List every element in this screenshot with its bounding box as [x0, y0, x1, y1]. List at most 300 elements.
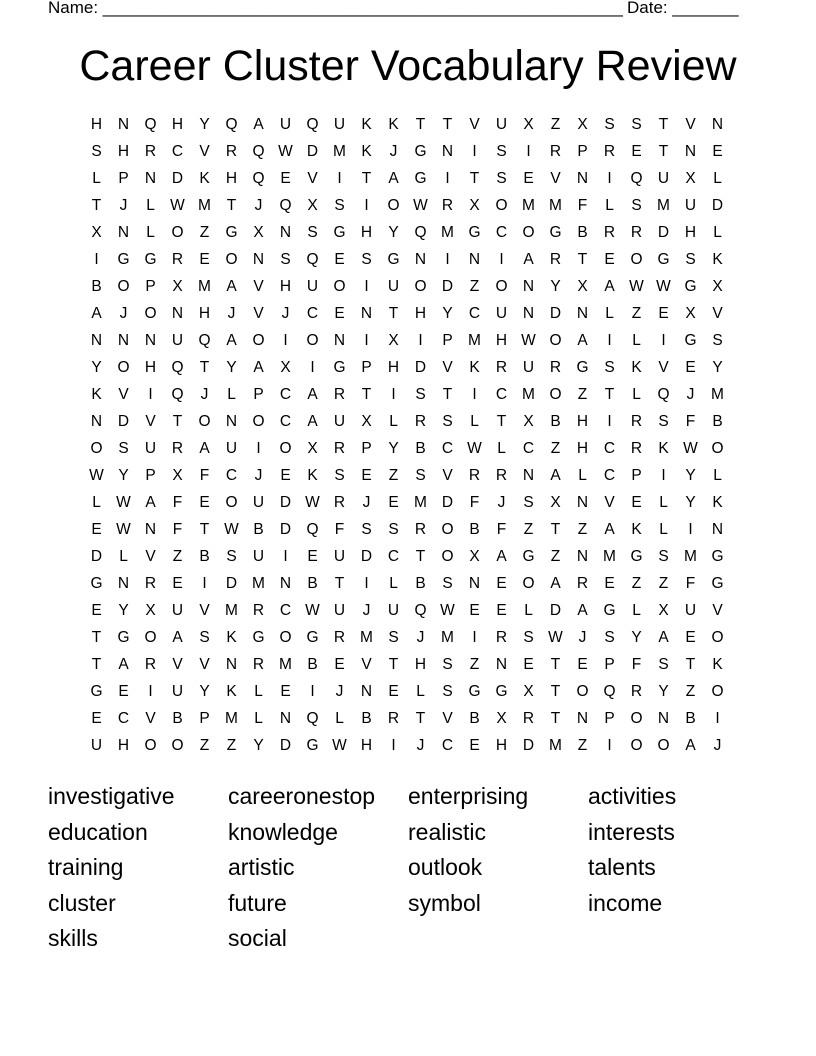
grid-row [83, 678, 731, 705]
grid-letter: E [388, 683, 399, 700]
grid-letter: R [549, 251, 562, 268]
grid-letter: Y [199, 116, 210, 133]
grid-letter: V [604, 494, 615, 511]
grid-letter: E [469, 737, 480, 754]
grid-letter: F [496, 521, 507, 538]
grid-row [83, 516, 731, 543]
grid-letter: V [145, 548, 156, 565]
grid-letter: T [415, 116, 426, 133]
grid-letter: P [145, 278, 156, 295]
grid-letter: G [414, 143, 427, 160]
grid-letter: W [413, 197, 428, 214]
grid-letter: U [333, 413, 346, 430]
grid-letter: I [607, 737, 612, 754]
grid-letter: V [442, 710, 453, 727]
name-field-label: Name: _______________________________________________________ [48, 0, 623, 17]
grid-letter: I [94, 251, 99, 268]
grid-letter: Y [226, 359, 237, 376]
grid-letter: Q [279, 197, 292, 214]
grid-letter: H [360, 737, 373, 754]
grid-letter: Z [199, 224, 210, 241]
grid-letter: X [658, 602, 669, 619]
grid-letter: L [632, 386, 641, 403]
grid-letter: S [631, 116, 642, 133]
grid-letter: J [281, 305, 290, 322]
grid-letter: Z [469, 656, 480, 673]
grid-letter: K [388, 116, 399, 133]
grid-letter: Y [199, 683, 210, 700]
grid-letter: J [686, 386, 695, 403]
grid-letter: T [550, 521, 561, 538]
grid-letter: I [472, 143, 477, 160]
grid-letter: D [441, 494, 454, 511]
grid-letter: J [362, 494, 371, 511]
grid-row [83, 462, 731, 489]
grid-letter: W [170, 197, 185, 214]
grid-letter: R [549, 359, 562, 376]
grid-letter: S [712, 332, 723, 349]
grid-letter: L [605, 197, 614, 214]
grid-letter: H [414, 305, 427, 322]
grid-letter: A [550, 467, 561, 484]
grid-letter: N [117, 575, 130, 592]
word-list-item: talents [588, 854, 656, 880]
grid-letter: T [91, 656, 102, 673]
grid-letter: H [144, 359, 157, 376]
grid-row [83, 489, 731, 516]
grid-letter: R [603, 143, 616, 160]
grid-letter: L [659, 494, 668, 511]
grid-letter: V [685, 116, 696, 133]
grid-letter: S [658, 548, 669, 565]
grid-letter: Q [306, 710, 319, 727]
grid-letter: Q [306, 251, 319, 268]
grid-letter: L [605, 305, 614, 322]
grid-letter: W [332, 737, 347, 754]
grid-letter: W [278, 143, 293, 160]
grid-letter: X [577, 278, 588, 295]
grid-letter: Z [631, 575, 642, 592]
grid-letter: M [522, 386, 535, 403]
grid-letter: U [306, 278, 319, 295]
grid-letter: R [171, 440, 184, 457]
grid-letter: L [659, 521, 668, 538]
grid-letter: T [550, 683, 561, 700]
grid-letter: I [310, 359, 315, 376]
grid-letter: S [334, 467, 345, 484]
grid-letter: X [145, 602, 156, 619]
grid-letter: A [604, 278, 615, 295]
grid-letter: O [495, 278, 508, 295]
grid-letter: N [684, 143, 697, 160]
grid-letter: H [414, 656, 427, 673]
grid-letter: E [91, 521, 102, 538]
grid-letter: F [631, 656, 642, 673]
grid-letter: Q [603, 683, 616, 700]
grid-letter: T [388, 656, 399, 673]
grid-letter: S [442, 413, 453, 430]
grid-letter: I [418, 332, 423, 349]
grid-letter: V [199, 656, 210, 673]
grid-letter: O [522, 224, 535, 241]
grid-letter: A [118, 656, 129, 673]
grid-letter: F [577, 197, 588, 214]
grid-letter: S [658, 413, 669, 430]
grid-letter: G [603, 602, 616, 619]
grid-letter: L [713, 467, 722, 484]
grid-letter: R [414, 413, 427, 430]
grid-letter: D [522, 737, 535, 754]
grid-letter: Z [199, 737, 210, 754]
grid-letter: E [280, 170, 291, 187]
grid-letter: M [684, 548, 697, 565]
grid-letter: U [387, 278, 400, 295]
grid-letter: G [468, 224, 481, 241]
word-list-item: training [48, 854, 124, 880]
grid-letter: G [333, 224, 346, 241]
grid-letter: Q [171, 359, 184, 376]
grid-letter: L [632, 602, 641, 619]
grid-letter: L [578, 467, 587, 484]
grid-letter: A [550, 575, 561, 592]
grid-letter: O [90, 440, 103, 457]
grid-letter: T [550, 710, 561, 727]
grid-letter: T [172, 413, 183, 430]
grid-row [83, 327, 731, 354]
grid-letter: R [522, 710, 535, 727]
grid-letter: G [306, 629, 319, 646]
grid-letter: T [550, 656, 561, 673]
grid-letter: U [171, 602, 184, 619]
grid-letter: X [712, 278, 723, 295]
grid-letter: D [279, 737, 292, 754]
grid-letter: M [441, 224, 454, 241]
grid-letter: O [549, 332, 562, 349]
grid-row [83, 111, 731, 138]
grid-letter: H [495, 332, 508, 349]
grid-letter: R [603, 224, 616, 241]
grid-letter: G [576, 359, 589, 376]
grid-letter: T [604, 386, 615, 403]
grid-letter: H [576, 413, 589, 430]
grid-letter: G [117, 251, 130, 268]
grid-letter: L [632, 332, 641, 349]
grid-letter: R [576, 575, 589, 592]
grid-letter: T [442, 116, 453, 133]
grid-row [83, 354, 731, 381]
grid-letter: Z [550, 440, 561, 457]
grid-letter: U [225, 440, 238, 457]
grid-letter: K [226, 629, 237, 646]
grid-letter: N [252, 251, 265, 268]
grid-letter: P [442, 332, 453, 349]
grid-letter: E [469, 602, 480, 619]
grid-letter: R [630, 683, 643, 700]
grid-letter: O [549, 386, 562, 403]
grid-letter: X [685, 305, 696, 322]
grid-letter: Q [198, 332, 211, 349]
word-list-item: careeronestop [228, 783, 376, 809]
grid-letter: U [252, 548, 265, 565]
grid-letter: E [118, 683, 129, 700]
grid-letter: I [364, 332, 369, 349]
grid-letter: B [415, 440, 426, 457]
grid-letter: W [683, 440, 698, 457]
grid-letter: T [199, 359, 210, 376]
grid-letter: W [521, 332, 536, 349]
grid-letter: A [253, 359, 264, 376]
grid-letter: Z [226, 737, 237, 754]
grid-letter: V [550, 170, 561, 187]
grid-letter: O [144, 305, 157, 322]
grid-letter: V [469, 116, 480, 133]
grid-letter: U [684, 602, 697, 619]
grid-letter: L [119, 548, 128, 565]
grid-letter: G [630, 548, 643, 565]
grid-letter: D [360, 548, 373, 565]
grid-letter: I [688, 521, 693, 538]
grid-letter: I [715, 710, 720, 727]
grid-letter: E [577, 656, 588, 673]
grid-letter: X [577, 116, 588, 133]
grid-letter: A [388, 170, 399, 187]
grid-letter: M [522, 197, 535, 214]
grid-letter: X [253, 224, 264, 241]
grid-letter: L [227, 386, 236, 403]
grid-letter: Y [91, 359, 102, 376]
grid-letter: R [333, 386, 346, 403]
grid-letter: Q [144, 116, 157, 133]
grid-letter: E [523, 170, 534, 187]
grid-letter: D [711, 197, 724, 214]
grid-letter: J [416, 737, 425, 754]
grid-row [83, 624, 731, 651]
grid-letter: D [279, 521, 292, 538]
worksheet-title: Career Cluster Vocabulary Review [79, 42, 737, 90]
word-list-item: investigative [48, 783, 175, 809]
grid-letter: T [442, 386, 453, 403]
grid-letter: S [334, 197, 345, 214]
grid-letter: E [658, 305, 669, 322]
grid-letter: B [550, 413, 561, 430]
grid-letter: S [658, 656, 669, 673]
grid-letter: R [144, 656, 157, 673]
grid-letter: R [495, 359, 508, 376]
grid-letter: O [711, 440, 724, 457]
grid-letter: L [524, 602, 533, 619]
grid-letter: R [441, 197, 454, 214]
grid-letter: G [414, 170, 427, 187]
grid-letter: L [335, 710, 344, 727]
grid-letter: I [607, 170, 612, 187]
grid-letter: R [630, 413, 643, 430]
grid-letter: D [225, 575, 238, 592]
grid-letter: P [361, 440, 372, 457]
grid-letter: U [657, 170, 670, 187]
grid-letter: F [172, 494, 183, 511]
grid-letter: V [307, 170, 318, 187]
grid-letter: U [495, 116, 508, 133]
grid-letter: O [117, 359, 130, 376]
grid-letter: Y [442, 305, 453, 322]
word-list-item: social [228, 925, 287, 951]
grid-letter: J [578, 629, 587, 646]
grid-letter: J [119, 197, 128, 214]
grid-letter: S [496, 170, 507, 187]
grid-letter: X [307, 197, 318, 214]
grid-letter: U [144, 440, 157, 457]
grid-letter: C [279, 386, 292, 403]
grid-letter: J [227, 305, 236, 322]
grid-letter: S [442, 656, 453, 673]
grid-letter: H [225, 170, 238, 187]
grid-row [83, 543, 731, 570]
grid-letter: P [145, 467, 156, 484]
grid-letter: N [711, 116, 724, 133]
grid-letter: K [199, 170, 210, 187]
grid-letter: S [226, 548, 237, 565]
grid-letter: T [685, 656, 696, 673]
grid-letter: N [144, 521, 157, 538]
grid-letter: E [334, 305, 345, 322]
grid-row [83, 570, 731, 597]
grid-letter: S [361, 521, 372, 538]
grid-letter: R [495, 467, 508, 484]
grid-letter: C [603, 440, 616, 457]
grid-letter: N [279, 710, 292, 727]
grid-letter: Y [550, 278, 561, 295]
grid-letter: N [495, 656, 508, 673]
grid-letter: N [333, 332, 346, 349]
grid-letter: G [90, 575, 103, 592]
grid-letter: N [279, 575, 292, 592]
grid-letter: Q [306, 521, 319, 538]
grid-letter: T [388, 305, 399, 322]
grid-letter: I [391, 386, 396, 403]
grid-letter: F [334, 521, 345, 538]
grid-letter: K [712, 494, 723, 511]
grid-letter: X [280, 359, 291, 376]
grid-row [83, 300, 731, 327]
grid-letter: Y [388, 440, 399, 457]
grid-letter: B [91, 278, 102, 295]
grid-letter: N [576, 170, 589, 187]
grid-letter: N [522, 305, 535, 322]
grid-letter: O [333, 278, 346, 295]
word-list-item: cluster [48, 889, 116, 916]
grid-letter: P [631, 467, 642, 484]
grid-letter: J [713, 737, 722, 754]
grid-letter: V [253, 278, 264, 295]
grid-letter: R [333, 494, 346, 511]
grid-letter: B [307, 575, 318, 592]
grid-letter: E [91, 710, 102, 727]
grid-letter: E [334, 251, 345, 268]
grid-letter: O [630, 710, 643, 727]
grid-letter: I [283, 548, 288, 565]
grid-letter: L [416, 683, 425, 700]
word-list [48, 780, 768, 958]
grid-letter: A [253, 116, 264, 133]
grid-letter: R [144, 575, 157, 592]
grid-letter: P [604, 656, 615, 673]
grid-letter: T [334, 575, 345, 592]
grid-letter: N [90, 332, 103, 349]
grid-letter: L [389, 413, 398, 430]
grid-letter: C [495, 386, 508, 403]
grid-letter: V [118, 386, 129, 403]
grid-row [83, 732, 731, 759]
grid-letter: R [333, 629, 346, 646]
grid-letter: S [604, 359, 615, 376]
grid-letter: E [604, 575, 615, 592]
grid-letter: M [333, 143, 346, 160]
grid-letter: F [172, 521, 183, 538]
grid-letter: J [119, 305, 128, 322]
grid-letter: E [496, 602, 507, 619]
grid-letter: G [117, 629, 130, 646]
grid-letter: S [442, 575, 453, 592]
grid-letter: S [415, 386, 426, 403]
grid-letter: R [630, 224, 643, 241]
word-list-item: artistic [228, 854, 295, 880]
grid-letter: L [713, 224, 722, 241]
grid-letter: T [577, 251, 588, 268]
grid-letter: E [604, 251, 615, 268]
grid-row [83, 651, 731, 678]
grid-letter: V [172, 656, 183, 673]
grid-letter: Q [225, 116, 238, 133]
grid-letter: K [658, 440, 669, 457]
grid-letter: G [252, 629, 265, 646]
grid-letter: G [684, 332, 697, 349]
grid-letter: G [711, 575, 724, 592]
grid-letter: C [306, 305, 319, 322]
grid-letter: X [388, 332, 399, 349]
grid-letter: N [360, 683, 373, 700]
grid-letter: H [684, 224, 697, 241]
grid-letter: O [630, 737, 643, 754]
grid-letter: Y [253, 737, 264, 754]
grid-letter: N [441, 143, 454, 160]
grid-letter: N [225, 413, 238, 430]
grid-letter: C [603, 467, 616, 484]
grid-letter: K [307, 467, 318, 484]
grid-letter: R [387, 710, 400, 727]
grid-letter: O [441, 521, 454, 538]
grid-letter: S [685, 251, 696, 268]
grid-letter: R [333, 440, 346, 457]
grid-letter: A [658, 629, 669, 646]
grid-letter: I [472, 386, 477, 403]
grid-letter: B [361, 710, 372, 727]
grid-letter: X [361, 413, 372, 430]
grid-letter: J [416, 629, 425, 646]
grid-letter: D [306, 143, 319, 160]
grid-letter: O [387, 197, 400, 214]
grid-letter: E [631, 143, 642, 160]
grid-letter: V [442, 467, 453, 484]
grid-letter: H [117, 737, 130, 754]
grid-letter: M [225, 602, 238, 619]
grid-letter: I [148, 683, 153, 700]
grid-letter: T [91, 197, 102, 214]
grid-letter: M [414, 494, 427, 511]
grid-letter: S [442, 683, 453, 700]
grid-letter: P [577, 143, 588, 160]
grid-letter: A [685, 737, 696, 754]
grid-letter: O [117, 278, 130, 295]
